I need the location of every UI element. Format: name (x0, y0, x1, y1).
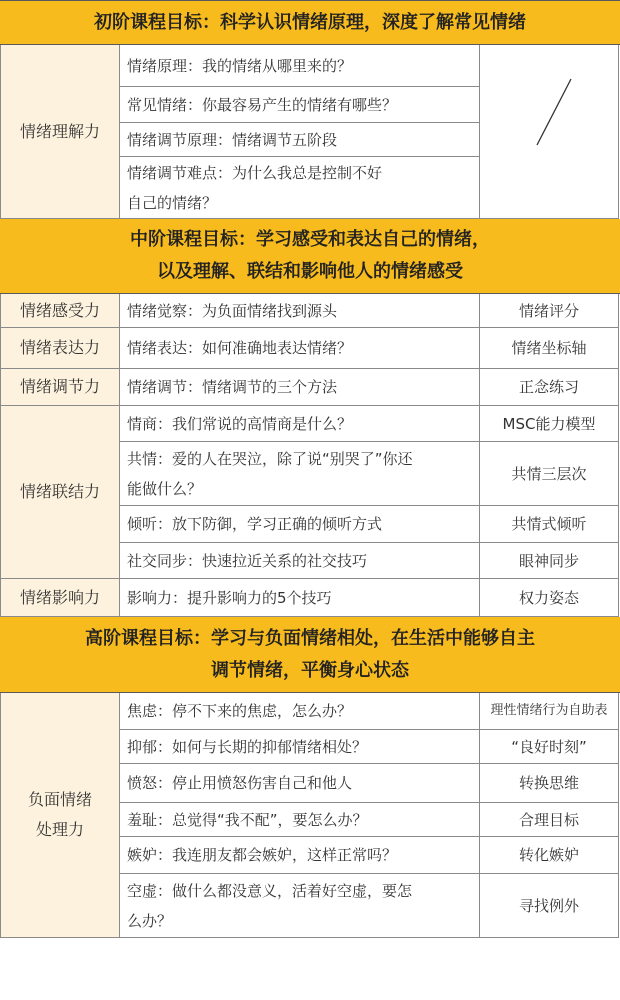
course-item-line: 空虚：做什么都没意义，活着好空虚，要怎 (127, 881, 413, 900)
course-item: 羞耻：总觉得“我不配”，要怎么办？ (120, 803, 480, 837)
course-item: 抑郁：如何与长期的抑郁情绪相处？ (120, 730, 480, 764)
category-expression: 情绪表达力 (0, 328, 120, 369)
course-item-line: 情绪调节难点：为什么我总是控制不好 (127, 163, 383, 182)
empty-tool-cell (480, 45, 619, 219)
course-item (120, 874, 480, 938)
course-item-line: 共情：爱的人在哭泣，除了说“别哭了”你还 (127, 449, 413, 468)
course-item: 焦虑：停不下来的焦虑，怎么办？ (120, 693, 480, 730)
course-item-line: 能做什么？ (127, 479, 203, 498)
course-item-line: 自己的情绪？ (127, 193, 218, 212)
tool-item: MSC能力模型 (480, 406, 619, 442)
tool-item: “良好时刻” (480, 730, 619, 764)
course-item: 情商：我们常说的高情商是什么？ (120, 406, 480, 442)
tool-item: 正念练习 (480, 369, 619, 406)
category-understanding: 情绪理解力 (0, 45, 120, 219)
tool-item: 共情三层次 (480, 442, 619, 506)
advanced-goal-banner (0, 617, 620, 693)
intermediate-goal-banner (0, 219, 620, 294)
advanced-goal-title-line1: 高阶课程目标：学习与负面情绪相处，在生活中能够自主 (85, 627, 535, 649)
course-item: 情绪调节原理：情绪调节五阶段 (120, 123, 480, 157)
slash-mark (480, 45, 619, 219)
course-item: 倾听：放下防御，学习正确的倾听方式 (120, 506, 480, 543)
intermediate-goal-title-line1: 中阶课程目标：学习感受和表达自己的情绪， (130, 229, 490, 250)
tool-item: 情绪坐标轴 (480, 328, 619, 369)
category-negative-emotion (0, 693, 120, 938)
advanced-goal-title-line2: 调节情绪，平衡身心状态 (211, 659, 409, 681)
course-item: 情绪调节：情绪调节的三个方法 (120, 369, 480, 406)
category-connection: 情绪联结力 (0, 406, 120, 579)
tool-item: 转换思维 (480, 764, 619, 803)
category-influence: 情绪影响力 (0, 579, 120, 617)
course-item: 情绪表达：如何准确地表达情绪？ (120, 328, 480, 369)
category-line: 处理力 (35, 820, 84, 839)
course-item (120, 442, 480, 506)
beginner-goal-banner (0, 1, 620, 45)
course-item: 社交同步：快速拉近关系的社交技巧 (120, 543, 480, 579)
course-item: 常见情绪：你最容易产生的情绪有哪些？ (120, 87, 480, 123)
tool-item: 转化嫉妒 (480, 837, 619, 874)
course-item: 嫉妒：我连朋友都会嫉妒，这样正常吗？ (120, 837, 480, 874)
category-feeling: 情绪感受力 (0, 294, 120, 328)
tool-item: 理性情绪行为自助表 (480, 693, 619, 730)
category-line: 负面情绪 (27, 790, 92, 809)
course-item (120, 157, 480, 219)
course-item: 影响力：提升影响力的5个技巧 (120, 579, 480, 617)
tool-item: 权力姿态 (480, 579, 619, 617)
category-regulation: 情绪调节力 (0, 369, 120, 406)
beginner-goal-title: 初阶课程目标：科学认识情绪原理，深度了解常见情绪 (94, 11, 526, 33)
course-item: 情绪觉察：为负面情绪找到源头 (120, 294, 480, 328)
tool-item: 寻找例外 (480, 874, 619, 938)
course-item-line: 么办？ (127, 911, 173, 930)
tool-item: 眼神同步 (480, 543, 619, 579)
course-item: 愤怒：停止用愤怒伤害自己和他人 (120, 764, 480, 803)
tool-item: 情绪评分 (480, 294, 619, 328)
tool-item: 共情式倾听 (480, 506, 619, 543)
intermediate-goal-title-line2: 以及理解、联结和影响他人的情绪感受 (157, 261, 463, 282)
tool-item: 合理目标 (480, 803, 619, 837)
course-item: 情绪原理：我的情绪从哪里来的？ (120, 45, 480, 87)
